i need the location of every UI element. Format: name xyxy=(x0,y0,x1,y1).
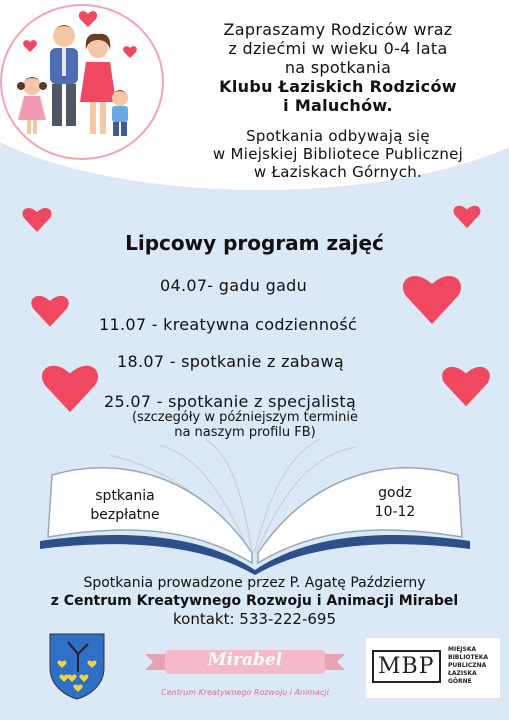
footer-line-1: Spotkania prowadzone przez P. Agatę Październy xyxy=(83,575,426,591)
intro-line-4: Klubu Łaziskich Rodziców xyxy=(219,77,457,96)
mirabel-name: Mirabel xyxy=(207,650,283,670)
intro-line-2: z dziećmi w wieku 0-4 lata xyxy=(228,39,448,58)
mbp-logo xyxy=(366,638,500,698)
intro-line-3: na spotkania xyxy=(284,58,392,77)
heart-icon xyxy=(453,203,481,229)
intro-line-5: i Maluchów. xyxy=(283,96,393,115)
mbp-line-3: PUBLICZNA xyxy=(448,662,487,669)
mirabel-logo xyxy=(145,646,345,678)
book-right-line-1: godz xyxy=(378,485,412,501)
mbp-abbr: MBP xyxy=(372,650,441,683)
program-note-line-1: (szczegóły w późniejszym terminie xyxy=(131,410,359,425)
venue-line-3: w Łaziskach Górnych. xyxy=(253,163,423,181)
footer-text xyxy=(0,574,509,628)
intro-text xyxy=(178,20,498,115)
book-left-text xyxy=(60,487,190,525)
book-left-line-1: sptkania xyxy=(95,488,155,504)
coat-of-arms-logo xyxy=(48,632,106,700)
program-item-3: 18.07 - spotkanie z zabawą xyxy=(117,352,344,371)
footer-line-3: kontakt: 533-222-695 xyxy=(172,610,336,628)
intro-line-1: Zapraszamy Rodziców wraz xyxy=(223,20,453,39)
heart-icon xyxy=(30,292,70,328)
mbp-line-1: MIEJSKA xyxy=(448,646,477,653)
program-title: Lipcowy program zajęć xyxy=(125,231,384,255)
mbp-line-2: BIBLIOTEKA xyxy=(448,654,489,661)
heart-icon xyxy=(22,205,52,233)
program-item-2: 11.07 - kreatywna codzienność xyxy=(99,315,358,334)
mbp-line-4: ŁAZISKA xyxy=(448,670,477,677)
footer-line-2: z Centrum Kreatywnego Rozwoju i Animacji Mirabel xyxy=(50,593,459,609)
mbp-line-5: GÓRNE xyxy=(448,678,472,685)
book-left-line-2: bezpłatne xyxy=(90,507,160,523)
venue-line-2: w Miejskiej Bibliotece Publicznej xyxy=(212,145,464,163)
program-item-4: 25.07 - spotkanie z specjalistą xyxy=(104,392,357,411)
book-right-line-2: 10-12 xyxy=(374,504,416,520)
program-item-1: 04.07- gadu gadu xyxy=(160,276,308,295)
mirabel-tagline: Centrum Kreatywnego Rozwoju i Animacji xyxy=(161,688,329,697)
program-note-line-2: na naszym profilu FB) xyxy=(174,425,316,440)
book-right-text xyxy=(360,484,430,522)
heart-icon xyxy=(400,270,464,326)
heart-icon xyxy=(440,362,492,408)
venue-text xyxy=(178,127,498,181)
program-note xyxy=(105,410,385,440)
family-illustration xyxy=(0,4,164,160)
mbp-name xyxy=(448,646,488,686)
venue-line-1: Spotkania odbywają się xyxy=(246,127,430,145)
heart-icon xyxy=(40,360,100,414)
